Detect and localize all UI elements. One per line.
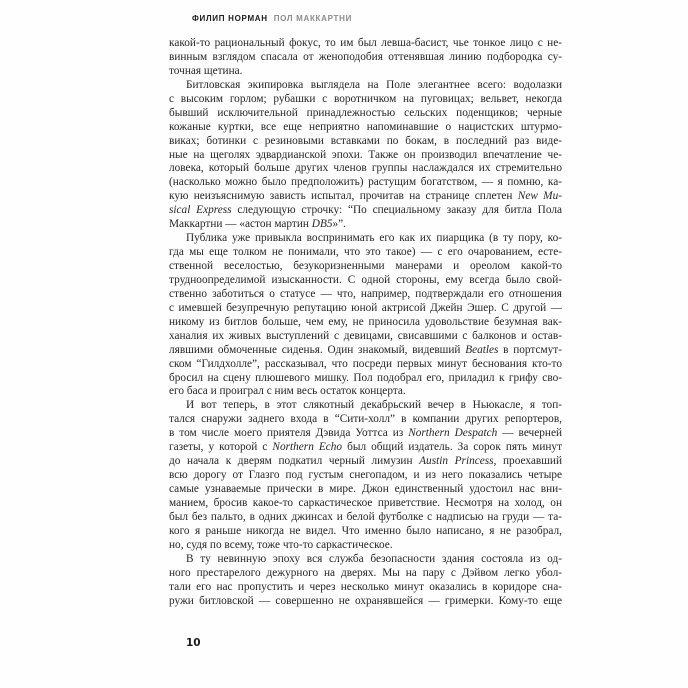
text-segment: — вечерней bbox=[497, 427, 562, 440]
text-segment: винным взглядом спасала от женоподобия оттенявшая линию подбородка су- bbox=[169, 50, 562, 63]
text-segment: ружи битловской — совершенно не охранявшейся — гримерки. Кому-то еще bbox=[169, 594, 562, 607]
italic-text-segment: DB5 bbox=[311, 218, 333, 231]
text-line bbox=[169, 121, 562, 135]
text-line bbox=[169, 330, 562, 344]
text-line bbox=[169, 553, 562, 567]
running-head-title: ПОЛ МАККАРТНИ bbox=[273, 14, 353, 23]
text-segment: но, судя по всему, тоже что-то саркастическое. bbox=[169, 538, 393, 551]
text-segment: лявшими обмоченные сиденья. Один знакомый, видевший bbox=[169, 343, 466, 356]
italic-text-segment: Northern Despatch bbox=[408, 427, 498, 440]
text-segment: кожаные куртки, все еще неприятно напоминавшие о нацистских штурмо- bbox=[169, 120, 562, 133]
text-line bbox=[169, 385, 562, 399]
paragraph bbox=[169, 553, 562, 609]
text-segment: В ту невинную эпоху вся служба безопасности здания состояла из од- bbox=[186, 552, 562, 565]
italic-text-segment: sical Express bbox=[169, 204, 232, 217]
text-segment: »”. bbox=[332, 218, 346, 231]
text-line bbox=[169, 135, 562, 149]
text-segment: Публика уже привыкла воспринимать его как их пиарщика (в ту пору, ко- bbox=[186, 232, 562, 245]
text-segment: точная щетина. bbox=[169, 64, 243, 77]
text-line bbox=[169, 497, 562, 511]
text-segment: ловека, который больше других членов группы наслаждался их стремительно bbox=[169, 162, 562, 175]
text-segment: с имевшей безупречную репутацию юной актрисой Джейн Эшер. С другой — bbox=[169, 301, 562, 314]
text-segment: Битловская экипировка выглядела на Поле элегантнее всего: водолазки bbox=[186, 78, 562, 91]
text-segment: тался снаружи заднего входа в “Сити-холл” в компании других репортеров, bbox=[169, 413, 562, 426]
text-line bbox=[169, 274, 562, 288]
paragraph bbox=[169, 37, 562, 79]
text-segment: Маккартни — «астон мартин bbox=[169, 218, 312, 231]
text-segment: ском “Гилдхолле”, рассказывал, что посреди первых минут беснования кто-то bbox=[169, 357, 562, 370]
text-segment: кую неизъяснимую зависть испытал, прочитав на странице сплетен bbox=[169, 190, 518, 203]
text-line bbox=[169, 539, 562, 553]
text-line bbox=[169, 218, 562, 232]
text-line bbox=[169, 107, 562, 121]
text-segment: манием, бросив какое-то саркастическое приветствие. Несмотря на холод, он bbox=[169, 496, 562, 509]
text-line bbox=[169, 316, 562, 330]
text-line bbox=[169, 595, 562, 609]
text-line bbox=[169, 51, 562, 65]
text-line bbox=[169, 232, 562, 246]
text-line bbox=[169, 483, 562, 497]
text-line bbox=[169, 65, 562, 79]
text-segment: никому из битлов больше, чем ему, не приносила удовольствие безумная вак- bbox=[169, 315, 562, 328]
page-number: 10 bbox=[186, 637, 201, 649]
text-segment: бывший исключительной принадлежностью сельских поденщиков; черные bbox=[169, 106, 562, 119]
text-line bbox=[169, 204, 562, 218]
text-line bbox=[169, 469, 562, 483]
text-line bbox=[169, 344, 562, 358]
running-head-author: ФИЛИП НОРМАН bbox=[192, 14, 268, 23]
text-line bbox=[169, 581, 562, 595]
text-line bbox=[169, 399, 562, 413]
italic-text-segment: Northern Echo bbox=[272, 441, 343, 454]
text-segment: гда мы еще толком не понимали, что это такое) — с его очарованием, есте- bbox=[169, 246, 562, 259]
text-segment: был без пальто, в одних джинсах и белой футболке с надписью на груди — та- bbox=[169, 510, 562, 523]
text-segment: до начала к дверям подкатил черный лимузин bbox=[169, 455, 420, 468]
text-line bbox=[169, 37, 562, 51]
text-segment: трудноопределимой изысканности. С одной стороны, ему всегда было свой- bbox=[169, 273, 562, 286]
text-segment: был общий издатель. За сорок пять минут bbox=[342, 441, 562, 454]
text-line bbox=[169, 149, 562, 163]
text-segment: (насколько можно было предположить) растущим богатством, — я помню, ка- bbox=[169, 176, 562, 189]
paragraph bbox=[169, 232, 562, 399]
text-segment: ные на щеголях эдвардианской эпохи. Также он производил впечатление че- bbox=[169, 148, 562, 161]
paragraph bbox=[169, 79, 562, 232]
text-line bbox=[169, 455, 562, 469]
text-segment: И вот теперь, в этот слякотный декабрьский вечер в Ньюкасле, я топ- bbox=[186, 399, 562, 412]
text-segment: в портсмут- bbox=[498, 343, 562, 356]
text-segment: кого я раньше никогда не видел. Что именно было написано, я не разобрал, bbox=[169, 524, 562, 537]
text-segment: ственной веселостью, безукоризненными манерами и ореолом какой-то bbox=[169, 260, 562, 272]
text-segment: , проехавший bbox=[493, 455, 562, 468]
text-line bbox=[169, 79, 562, 93]
text-segment: самые узнаваемые прически в мире. Джон единственный удостоил нас вни- bbox=[169, 483, 562, 495]
text-line bbox=[169, 511, 562, 525]
text-segment: следующую строчку: “По специальному заказу для битла Пола bbox=[231, 204, 562, 217]
text-line bbox=[169, 176, 562, 190]
text-segment: бросил на сцену плюшевого мишку. Пол подобрал его, приладил к грифу сво- bbox=[169, 371, 562, 384]
text-segment: в том числе моего приятеля Дэвида Уоттса из bbox=[169, 427, 409, 440]
text-line bbox=[169, 372, 562, 386]
text-line bbox=[169, 441, 562, 455]
text-segment: виках; ботинки с резиновыми вставками по бокам, в последний раз виде- bbox=[169, 134, 562, 147]
running-head bbox=[192, 14, 352, 23]
text-segment: газеты, у которой с bbox=[169, 441, 273, 454]
text-line bbox=[169, 288, 562, 302]
text-line bbox=[169, 525, 562, 539]
text-segment: тали его нас пропустить и через несколько минут оказались в коридоре сна- bbox=[169, 580, 562, 593]
text-segment: его баса и проиграл с ним весь остаток концерта. bbox=[169, 385, 406, 398]
text-line bbox=[169, 246, 562, 260]
paragraph bbox=[169, 399, 562, 552]
text-line bbox=[169, 162, 562, 176]
text-segment: ного престарелого дежурного на дверях. Мы на пару с Дэйвом легко убол- bbox=[169, 566, 562, 579]
text-segment: с высоким горлом; рубашки с воротничком на пуговицах; вельвет, некогда bbox=[169, 92, 562, 105]
text-segment: ханалия их живых выступлений с девицами, свисавшими с балконов и остав- bbox=[169, 329, 562, 342]
text-line bbox=[169, 260, 562, 274]
italic-text-segment: Beatles bbox=[465, 343, 499, 356]
text-segment: всю дорогу от Глазго под густым снегопадом, и из него показались четыре bbox=[169, 469, 562, 482]
text-segment: ственно заботиться о статусе — что, например, подтверждали его отношения bbox=[169, 287, 562, 300]
text-line bbox=[169, 190, 562, 204]
italic-text-segment: Austin Princess bbox=[419, 455, 494, 468]
text-line bbox=[169, 358, 562, 372]
text-line bbox=[169, 567, 562, 581]
text-line bbox=[169, 302, 562, 316]
text-line bbox=[169, 93, 562, 107]
text-block bbox=[169, 37, 562, 608]
text-segment: какой-то рациональный фокус, то им был левша-басист, чье тонкое лицо с не- bbox=[169, 37, 562, 49]
italic-text-segment: New Mu- bbox=[517, 190, 562, 203]
text-line bbox=[169, 427, 562, 441]
text-line bbox=[169, 413, 562, 427]
